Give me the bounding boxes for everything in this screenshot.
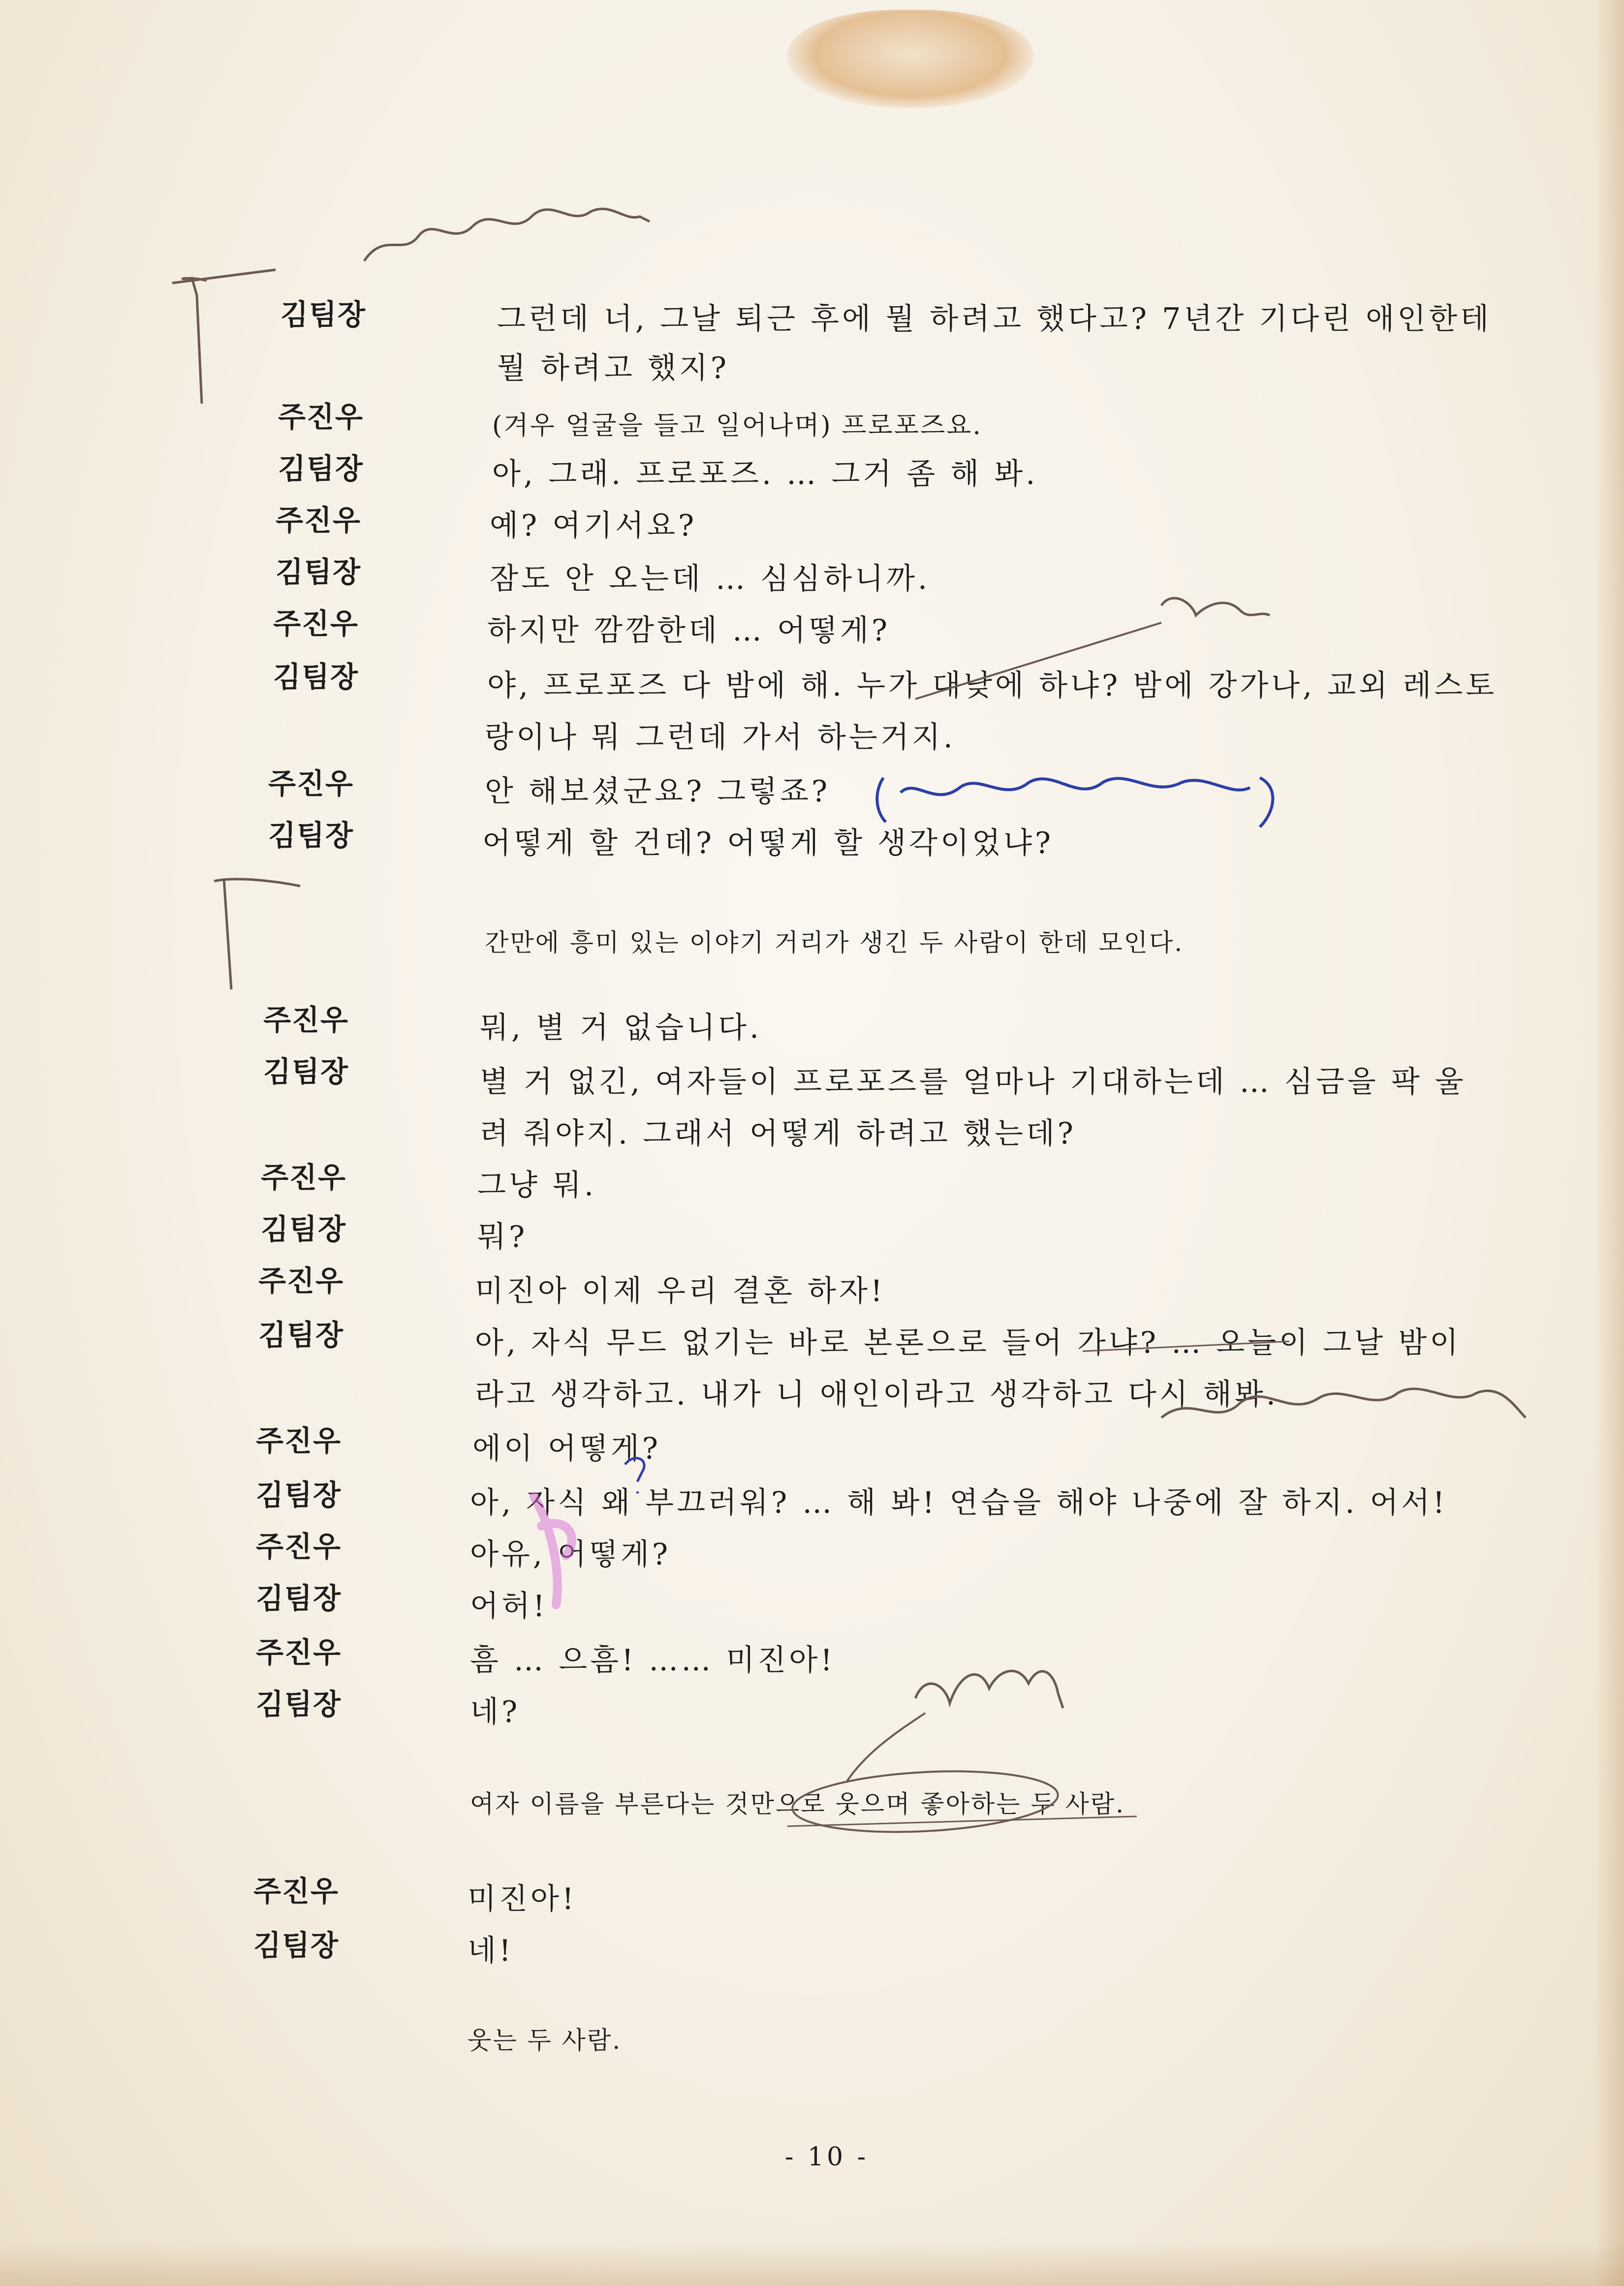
pencil-stroke xyxy=(1083,1341,1289,1351)
pencil-circle xyxy=(791,1765,1060,1838)
stage-direction: 간만에 흥미 있는 이야기 거리가 생긴 두 사람이 한데 모인다. xyxy=(485,928,1184,957)
speaker-name: 김팀장 xyxy=(263,1055,349,1088)
dialogue-line: 뭐? xyxy=(477,1220,528,1254)
blue-question-mark xyxy=(625,1458,644,1493)
speaker-name: 주진우 xyxy=(256,1424,342,1458)
dialogue-line: 아, 자식 왜 부끄러워? … 해 봐! 연습을 해야 나중에 잘 하지. 어서! xyxy=(470,1486,1448,1520)
handwritten-note-cough xyxy=(901,778,1250,794)
dialogue-line: 뭘 하려고 했지? xyxy=(497,351,730,385)
pencil-stroke xyxy=(846,1713,925,1782)
dialogue-line: (겨우 얼굴을 들고 일어나며) 프로포즈요. xyxy=(492,411,982,441)
dialogue-line: 아유, 어떻게? xyxy=(470,1537,671,1572)
speaker-name: 김팀장 xyxy=(281,298,367,331)
dialogue-line: 잠도 안 오는데 … 심심하니까. xyxy=(490,562,930,596)
dialogue-line: 안 해보셨군요? 그렇죠? xyxy=(485,774,831,809)
stage-direction: 여자 이름을 부른다는 것만으로 웃으며 좋아하는 두 사람. xyxy=(470,1790,1125,1818)
speaker-name: 주진우 xyxy=(256,1530,342,1563)
pencil-underline xyxy=(787,1816,1137,1826)
dialogue-line: 야, 프로포즈 다 밤에 해. 누가 대낮에 하냐? 밤에 강가나, 교외 레스토 xyxy=(487,668,1498,703)
speaker-name: 주진우 xyxy=(263,1003,349,1037)
dialogue-line: 별 거 없긴, 여자들이 프로포즈를 얼마나 기대하는데 … 심금을 팍 울 xyxy=(480,1065,1467,1099)
handwritten-note-awkward xyxy=(915,1671,1063,1708)
highlighter-mark xyxy=(534,1496,572,1605)
pencil-stroke xyxy=(172,270,276,283)
dialogue-line: 그냥 뭐. xyxy=(477,1168,597,1203)
blue-pen-paren xyxy=(1260,778,1273,827)
dialogue-line: 네? xyxy=(470,1695,521,1729)
speaker-name: 김팀장 xyxy=(256,1478,342,1512)
speaker-name: 주진우 xyxy=(276,504,362,537)
dialogue-line: 뭐, 별 거 없습니다. xyxy=(480,1011,762,1045)
pencil-stroke xyxy=(915,623,1161,699)
dialogue-line: 흠 … 으흠! …… 미진아! xyxy=(470,1643,836,1678)
pencil-bracket xyxy=(183,278,207,404)
dialogue-line: 랑이나 뭐 그런데 가서 하는거지. xyxy=(485,720,956,755)
dialogue-line: 려 줘야지. 그래서 어떻게 하려고 했는데? xyxy=(480,1116,1076,1151)
dialogue-line: 어떻게 할 건데? 어떻게 할 생각이었냐? xyxy=(482,826,1054,860)
dialogue-line: 예? 여기서요? xyxy=(490,508,697,543)
speaker-name: 김팀장 xyxy=(276,555,362,589)
speaker-name: 김팀장 xyxy=(278,452,364,485)
speaker-name: 김팀장 xyxy=(261,1212,347,1246)
dialogue-line: 하지만 깜깜한데 … 어떻게? xyxy=(487,613,890,648)
dialogue-line: 아, 자식 무드 없기는 바로 본론으로 들어 가냐? … 오늘이 그날 밤이 xyxy=(475,1326,1462,1360)
pencil-stroke xyxy=(214,879,300,886)
speaker-name: 김팀장 xyxy=(258,1318,344,1352)
handwritten-note-funny xyxy=(1161,598,1270,615)
dialogue-line: 미진아 이제 우리 결혼 하자! xyxy=(475,1274,885,1308)
blue-pen-paren xyxy=(877,778,886,822)
handwritten-note-first xyxy=(1161,1389,1526,1418)
dialogue-line: 그런데 너, 그날 퇴근 후에 뭘 하려고 했다고? 7년간 기다린 애인한테 xyxy=(497,302,1492,336)
speaker-name: 주진우 xyxy=(278,400,364,434)
handwritten-note-sit xyxy=(364,209,650,261)
dialogue-line: 어허! xyxy=(470,1589,548,1623)
speaker-name: 김팀장 xyxy=(273,660,359,694)
page-number: - 10 - xyxy=(784,2142,869,2172)
pencil-bracket xyxy=(224,879,231,989)
speaker-name: 주진우 xyxy=(256,1636,342,1669)
speaker-name: 김팀장 xyxy=(253,1929,340,1962)
speaker-name: 주진우 xyxy=(261,1161,347,1194)
dialogue-line: 아, 그래. 프로포즈. … 그거 좀 해 봐. xyxy=(492,457,1038,491)
dialogue-line: 미진아! xyxy=(468,1882,577,1916)
stage-direction: 웃는 두 사람. xyxy=(468,2026,622,2055)
speaker-name: 주진우 xyxy=(258,1264,344,1298)
dialogue-line: 네! xyxy=(468,1934,514,1968)
speaker-name: 주진우 xyxy=(253,1874,340,1908)
speaker-name: 김팀장 xyxy=(256,1582,342,1615)
speaker-name: 주진우 xyxy=(268,767,354,800)
speaker-name: 김팀장 xyxy=(268,819,354,852)
speaker-name: 주진우 xyxy=(273,607,359,640)
dialogue-line: 라고 생각하고. 내가 니 애인이라고 생각하고 다시 해봐. xyxy=(475,1377,1279,1412)
speaker-name: 김팀장 xyxy=(256,1687,342,1721)
dialogue-line: 에이 어떻게? xyxy=(472,1431,661,1466)
